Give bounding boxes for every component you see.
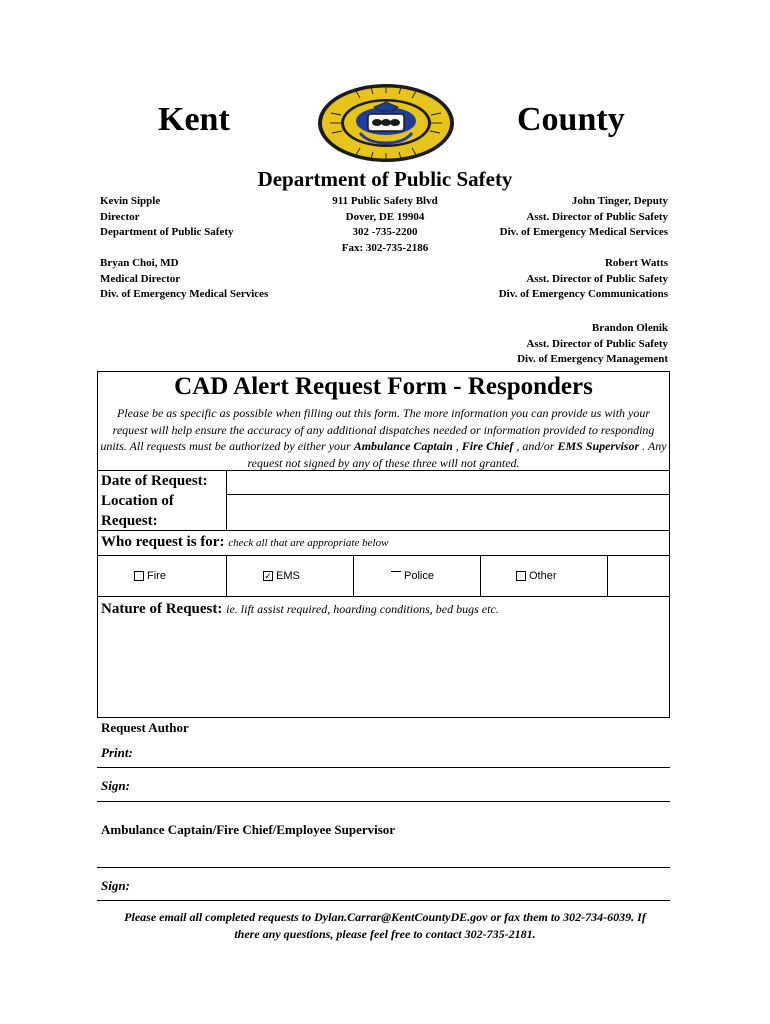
form-instructions — [100, 405, 667, 471]
footer-note — [90, 909, 680, 942]
instructions-separator: , — [452, 439, 462, 453]
request-author-label: Request Author — [101, 720, 189, 735]
date-of-request-field[interactable] — [228, 472, 668, 493]
contact-line: Robert Watts — [604, 257, 668, 269]
divider — [480, 555, 481, 596]
contact-director — [100, 194, 234, 241]
divider — [97, 470, 670, 471]
supervisor-label: Ambulance Captain/Fire Chief/Employee Supervisor — [101, 822, 396, 837]
contact-line: Div. of Emergency Medical Services — [100, 288, 269, 300]
county-title-right: County — [517, 101, 625, 138]
contact-line: Department of Public Safety — [100, 226, 234, 238]
contact-line: Div. of Emergency Management — [517, 353, 668, 365]
role-fire-chief: Fire Chief — [461, 439, 514, 453]
contact-communications — [440, 256, 668, 303]
nature-label-text: Nature of Request: — [101, 601, 223, 617]
divider — [227, 494, 670, 495]
divider — [353, 555, 354, 596]
sign-label: Sign: — [101, 778, 130, 793]
contact-line: Kevin Sipple — [100, 195, 161, 207]
divider — [97, 555, 670, 556]
contact-line: Medical Director — [100, 272, 181, 285]
department-heading: Department of Public Safety — [257, 167, 513, 191]
location-label-line1: Location of — [101, 493, 174, 509]
fax-line: Fax: 302-735-2186 — [341, 241, 429, 254]
contact-line: Bryan Choi, MD — [100, 257, 179, 269]
other-checkbox[interactable] — [516, 571, 526, 581]
divider — [97, 596, 670, 597]
who-request-for-label — [101, 534, 388, 551]
who-request-hint: check all that are appropriate below — [228, 537, 389, 549]
date-of-request-label: Date of Request: — [101, 473, 208, 489]
phone-line: 302 -735-2200 — [352, 226, 418, 238]
contact-deputy — [440, 194, 668, 241]
contact-emergency-management — [440, 321, 668, 368]
fire-option[interactable] — [134, 570, 166, 582]
footer-line: Please email all completed requests to Dylan.Carrar@KentCountyDE.gov or fax them to 302-734-6039. If — [124, 910, 646, 924]
nature-hint: ie. lift assist required, hoarding conditions, bed bugs etc. — [226, 602, 499, 616]
contact-line: Asst. Director of Public Safety — [526, 210, 668, 223]
divider — [97, 530, 670, 531]
address-line: 911 Public Safety Blvd — [332, 195, 438, 207]
instructions-text: . Any request not signed by any of these three will not granted. — [247, 439, 667, 470]
location-of-request-field[interactable] — [228, 496, 668, 529]
contact-line: Director — [100, 210, 140, 223]
contact-medical-director — [100, 256, 268, 303]
police-checkbox[interactable] — [391, 571, 401, 581]
divider — [226, 555, 227, 596]
supervisor-sign-label: Sign: — [101, 878, 130, 893]
address-line: Dover, DE 19904 — [345, 210, 425, 223]
police-option-label: Police — [404, 570, 434, 582]
print-line[interactable] — [97, 767, 670, 768]
contact-line: Div. of Emergency Medical Services — [499, 226, 668, 238]
fire-checkbox[interactable] — [134, 571, 144, 581]
role-ems-supervisor: EMS Supervisor — [557, 439, 640, 453]
divider — [607, 555, 608, 596]
instructions-separator: , and/or — [513, 439, 558, 453]
divider — [226, 470, 227, 530]
other-option[interactable] — [516, 570, 557, 582]
form-title: CAD Alert Request Form - Responders — [174, 373, 593, 400]
role-ambulance-captain: Ambulance Captain — [353, 439, 453, 453]
who-request-label-text: Who request is for: — [101, 534, 225, 550]
contact-line: Div. of Emergency Communications — [498, 288, 668, 300]
nature-of-request-label — [101, 601, 499, 618]
location-label-line2: Request: — [101, 513, 158, 529]
supervisor-print-line[interactable] — [97, 867, 670, 868]
other-option-label: Other — [529, 570, 557, 582]
contact-line: Asst. Director of Public Safety — [526, 272, 668, 285]
print-label: Print: — [101, 745, 133, 760]
supervisor-sign-line[interactable] — [97, 900, 670, 901]
nature-of-request-field[interactable] — [99, 622, 668, 716]
kent-county-seal-icon — [316, 83, 456, 163]
footer-line: there any questions, please feel free to contact 302-735-2181. — [234, 926, 536, 941]
contact-line: Asst. Director of Public Safety — [526, 337, 668, 350]
contact-line: Brandon Olenik — [591, 322, 668, 334]
instructions-text: Please be as specific as possible when filling out this form. The more information you can provide us with your request will help ensure the accuracy of any additional dispatches needed or information provided to responding units. All requests must be authorized by either your — [100, 406, 655, 453]
county-title-left: Kent — [158, 101, 230, 138]
sign-line[interactable] — [97, 801, 670, 802]
ems-option-label: EMS — [276, 570, 300, 582]
ems-checkbox-checked[interactable]: ✓ — [264, 570, 272, 581]
contact-line: John Tinger, Deputy — [571, 195, 668, 207]
police-option[interactable] — [391, 570, 434, 582]
fire-option-label: Fire — [147, 570, 166, 582]
ems-option[interactable] — [263, 570, 300, 582]
